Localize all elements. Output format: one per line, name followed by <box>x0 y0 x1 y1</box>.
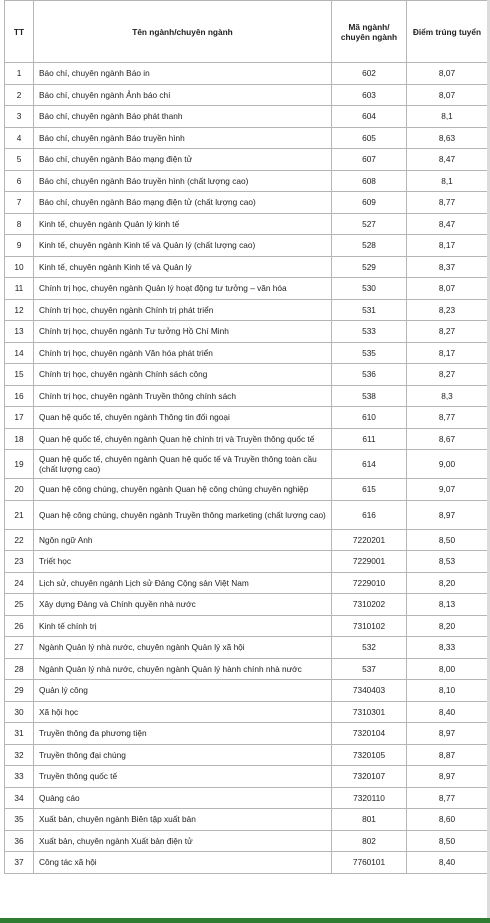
cell-code: 7229001 <box>332 551 407 573</box>
cell-code: 604 <box>332 106 407 128</box>
cell-tt: 21 <box>5 500 34 529</box>
cell-score: 8,97 <box>407 766 488 788</box>
cell-tt: 3 <box>5 106 34 128</box>
cell-score: 8,07 <box>407 63 488 85</box>
cell-tt: 17 <box>5 407 34 429</box>
table-row <box>5 149 488 171</box>
cell-name: Báo chí, chuyên ngành Báo phát thanh <box>34 106 332 128</box>
cell-score: 9,07 <box>407 479 488 501</box>
cell-code: 7310301 <box>332 701 407 723</box>
cell-code: 538 <box>332 385 407 407</box>
table-row <box>5 744 488 766</box>
cell-tt: 30 <box>5 701 34 723</box>
cell-score: 8,40 <box>407 701 488 723</box>
table-row <box>5 637 488 659</box>
cell-name: Báo chí, chuyên ngành Báo truyền hình (chất lượng cao) <box>34 170 332 192</box>
table-row <box>5 321 488 343</box>
table-row <box>5 256 488 278</box>
cell-code: 7320110 <box>332 787 407 809</box>
cell-code: 531 <box>332 299 407 321</box>
cell-score: 8,67 <box>407 428 488 450</box>
cell-score: 8,87 <box>407 744 488 766</box>
cell-code: 7760101 <box>332 852 407 874</box>
cell-name: Quảng cáo <box>34 787 332 809</box>
cell-score: 8,60 <box>407 809 488 831</box>
cell-tt: 25 <box>5 594 34 616</box>
cell-score: 8,27 <box>407 364 488 386</box>
cell-name: Truyền thông quốc tế <box>34 766 332 788</box>
cell-name: Xây dựng Đảng và Chính quyền nhà nước <box>34 594 332 616</box>
cell-score: 8,3 <box>407 385 488 407</box>
cell-name: Chính trị học, chuyên ngành Chính trị phát triển <box>34 299 332 321</box>
cell-tt: 29 <box>5 680 34 702</box>
cell-name: Công tác xã hội <box>34 852 332 874</box>
cell-code: 527 <box>332 213 407 235</box>
header-code: Mã ngành/ chuyên ngành <box>332 1 407 63</box>
table-row <box>5 680 488 702</box>
cell-code: 7310102 <box>332 615 407 637</box>
cell-name: Quản lý công <box>34 680 332 702</box>
cell-code: 7340403 <box>332 680 407 702</box>
cell-score: 8,97 <box>407 500 488 529</box>
table-row <box>5 342 488 364</box>
cell-code: 7320107 <box>332 766 407 788</box>
cell-code: 530 <box>332 278 407 300</box>
cell-score: 8,27 <box>407 321 488 343</box>
table-row <box>5 594 488 616</box>
table-row <box>5 766 488 788</box>
bottom-accent-bar <box>0 918 490 923</box>
cell-code: 537 <box>332 658 407 680</box>
header-name: Tên ngành/chuyên ngành <box>34 1 332 63</box>
cell-tt: 36 <box>5 830 34 852</box>
table-row <box>5 551 488 573</box>
cell-name: Chính trị học, chuyên ngành Quản lý hoạt động tư tưởng – văn hóa <box>34 278 332 300</box>
cell-tt: 9 <box>5 235 34 257</box>
cell-name: Ngành Quản lý nhà nước, chuyên ngành Quản lý xã hội <box>34 637 332 659</box>
table-row <box>5 213 488 235</box>
cell-tt: 27 <box>5 637 34 659</box>
cell-tt: 24 <box>5 572 34 594</box>
table-row <box>5 106 488 128</box>
cell-code: 610 <box>332 407 407 429</box>
cell-code: 7220201 <box>332 529 407 551</box>
cell-name: Kinh tế, chuyên ngành Quản lý kinh tế <box>34 213 332 235</box>
cell-score: 8,1 <box>407 170 488 192</box>
cell-score: 8,37 <box>407 256 488 278</box>
cell-tt: 37 <box>5 852 34 874</box>
table-row <box>5 701 488 723</box>
cell-name: Chính trị học, chuyên ngành Chính sách công <box>34 364 332 386</box>
table-row <box>5 127 488 149</box>
cell-name: Ngành Quản lý nhà nước, chuyên ngành Quản lý hành chính nhà nước <box>34 658 332 680</box>
cell-tt: 32 <box>5 744 34 766</box>
cell-name: Quan hệ quốc tế, chuyên ngành Thông tin đối ngoại <box>34 407 332 429</box>
cell-name: Kinh tế chính trị <box>34 615 332 637</box>
cell-name: Quan hệ quốc tế, chuyên ngành Quan hệ quốc tế và Truyền thông toàn cầu (chất lượng cao) <box>34 450 332 479</box>
cell-name: Quan hệ công chúng, chuyên ngành Quan hệ công chúng chuyên nghiệp <box>34 479 332 501</box>
cell-code: 615 <box>332 479 407 501</box>
cell-score: 8,97 <box>407 723 488 745</box>
cell-score: 8,00 <box>407 658 488 680</box>
cell-score: 8,33 <box>407 637 488 659</box>
cell-code: 528 <box>332 235 407 257</box>
table-row <box>5 658 488 680</box>
cell-name: Truyền thông đại chúng <box>34 744 332 766</box>
cell-tt: 15 <box>5 364 34 386</box>
cell-name: Triết học <box>34 551 332 573</box>
cell-score: 8,77 <box>407 407 488 429</box>
cell-code: 532 <box>332 637 407 659</box>
cell-score: 8,50 <box>407 529 488 551</box>
cell-score: 8,1 <box>407 106 488 128</box>
cell-code: 536 <box>332 364 407 386</box>
cell-tt: 14 <box>5 342 34 364</box>
cell-code: 802 <box>332 830 407 852</box>
cell-tt: 13 <box>5 321 34 343</box>
cell-score: 8,53 <box>407 551 488 573</box>
table-row <box>5 809 488 831</box>
table-row <box>5 385 488 407</box>
cell-tt: 8 <box>5 213 34 235</box>
table-row <box>5 299 488 321</box>
table-row <box>5 84 488 106</box>
cell-tt: 10 <box>5 256 34 278</box>
table-row <box>5 723 488 745</box>
table-row <box>5 852 488 874</box>
table-row <box>5 192 488 214</box>
cell-score: 8,17 <box>407 235 488 257</box>
cell-code: 529 <box>332 256 407 278</box>
cell-code: 609 <box>332 192 407 214</box>
cell-tt: 18 <box>5 428 34 450</box>
cell-score: 8,07 <box>407 278 488 300</box>
cell-code: 7320105 <box>332 744 407 766</box>
cell-name: Báo chí, chuyên ngành Báo mạng điện tử <box>34 149 332 171</box>
cell-name: Kinh tế, chuyên ngành Kinh tế và Quản lý <box>34 256 332 278</box>
table-row <box>5 787 488 809</box>
cell-tt: 2 <box>5 84 34 106</box>
cell-code: 607 <box>332 149 407 171</box>
cell-code: 533 <box>332 321 407 343</box>
table-header-row <box>5 1 488 63</box>
cell-tt: 12 <box>5 299 34 321</box>
cell-tt: 26 <box>5 615 34 637</box>
table-row <box>5 407 488 429</box>
cell-tt: 16 <box>5 385 34 407</box>
cell-tt: 6 <box>5 170 34 192</box>
table-row <box>5 450 488 479</box>
cell-name: Báo chí, chuyên ngành Báo mạng điện tử (chất lượng cao) <box>34 192 332 214</box>
cell-tt: 33 <box>5 766 34 788</box>
cell-tt: 23 <box>5 551 34 573</box>
cell-score: 9,00 <box>407 450 488 479</box>
admission-scores-table <box>4 0 488 874</box>
cell-code: 605 <box>332 127 407 149</box>
header-tt: TT <box>5 1 34 63</box>
cell-score: 8,20 <box>407 615 488 637</box>
cell-score: 8,13 <box>407 594 488 616</box>
cell-name: Xã hội học <box>34 701 332 723</box>
cell-code: 7310202 <box>332 594 407 616</box>
cell-tt: 7 <box>5 192 34 214</box>
cell-score: 8,10 <box>407 680 488 702</box>
cell-tt: 4 <box>5 127 34 149</box>
cell-name: Báo chí, chuyên ngành Báo truyền hình <box>34 127 332 149</box>
cell-name: Chính trị học, chuyên ngành Truyền thông chính sách <box>34 385 332 407</box>
table-row <box>5 529 488 551</box>
cell-name: Báo chí, chuyên ngành Ảnh báo chí <box>34 84 332 106</box>
cell-tt: 1 <box>5 63 34 85</box>
cell-score: 8,07 <box>407 84 488 106</box>
cell-code: 608 <box>332 170 407 192</box>
table-row <box>5 572 488 594</box>
table-row <box>5 479 488 501</box>
cell-score: 8,63 <box>407 127 488 149</box>
cell-name: Truyền thông đa phương tiện <box>34 723 332 745</box>
cell-name: Xuất bản, chuyên ngành Biên tập xuất bản <box>34 809 332 831</box>
cell-score: 8,17 <box>407 342 488 364</box>
cell-name: Quan hệ công chúng, chuyên ngành Truyền thông marketing (chất lượng cao) <box>34 500 332 529</box>
cell-code: 614 <box>332 450 407 479</box>
cell-name: Báo chí, chuyên ngành Báo in <box>34 63 332 85</box>
cell-tt: 11 <box>5 278 34 300</box>
table-row <box>5 170 488 192</box>
cell-tt: 5 <box>5 149 34 171</box>
cell-name: Chính trị học, chuyên ngành Văn hóa phát triển <box>34 342 332 364</box>
cell-tt: 20 <box>5 479 34 501</box>
cell-tt: 19 <box>5 450 34 479</box>
cell-name: Chính trị học, chuyên ngành Tư tưởng Hồ Chí Minh <box>34 321 332 343</box>
table-row <box>5 235 488 257</box>
header-score: Điểm trúng tuyển <box>407 1 488 63</box>
cell-score: 8,77 <box>407 787 488 809</box>
cell-tt: 31 <box>5 723 34 745</box>
cell-name: Lịch sử, chuyên ngành Lịch sử Đảng Cộng sản Việt Nam <box>34 572 332 594</box>
cell-code: 801 <box>332 809 407 831</box>
cell-tt: 28 <box>5 658 34 680</box>
cell-score: 8,40 <box>407 852 488 874</box>
table-row <box>5 428 488 450</box>
cell-tt: 34 <box>5 787 34 809</box>
cell-code: 535 <box>332 342 407 364</box>
table-row <box>5 364 488 386</box>
cell-tt: 35 <box>5 809 34 831</box>
cell-code: 7320104 <box>332 723 407 745</box>
table-row <box>5 63 488 85</box>
cell-name: Quan hệ quốc tế, chuyên ngành Quan hệ chính trị và Truyền thông quốc tế <box>34 428 332 450</box>
table-body <box>5 63 488 874</box>
table-row <box>5 830 488 852</box>
cell-name: Xuất bản, chuyên ngành Xuất bản điện tử <box>34 830 332 852</box>
cell-code: 611 <box>332 428 407 450</box>
cell-score: 8,47 <box>407 213 488 235</box>
cell-score: 8,23 <box>407 299 488 321</box>
cell-code: 603 <box>332 84 407 106</box>
cell-score: 8,47 <box>407 149 488 171</box>
cell-name: Kinh tế, chuyên ngành Kinh tế và Quản lý (chất lượng cao) <box>34 235 332 257</box>
cell-code: 7229010 <box>332 572 407 594</box>
cell-score: 8,20 <box>407 572 488 594</box>
cell-score: 8,50 <box>407 830 488 852</box>
cell-code: 602 <box>332 63 407 85</box>
cell-tt: 22 <box>5 529 34 551</box>
table-row <box>5 500 488 529</box>
cell-score: 8,77 <box>407 192 488 214</box>
table-row <box>5 615 488 637</box>
cell-code: 616 <box>332 500 407 529</box>
table-row <box>5 278 488 300</box>
cell-name: Ngôn ngữ Anh <box>34 529 332 551</box>
